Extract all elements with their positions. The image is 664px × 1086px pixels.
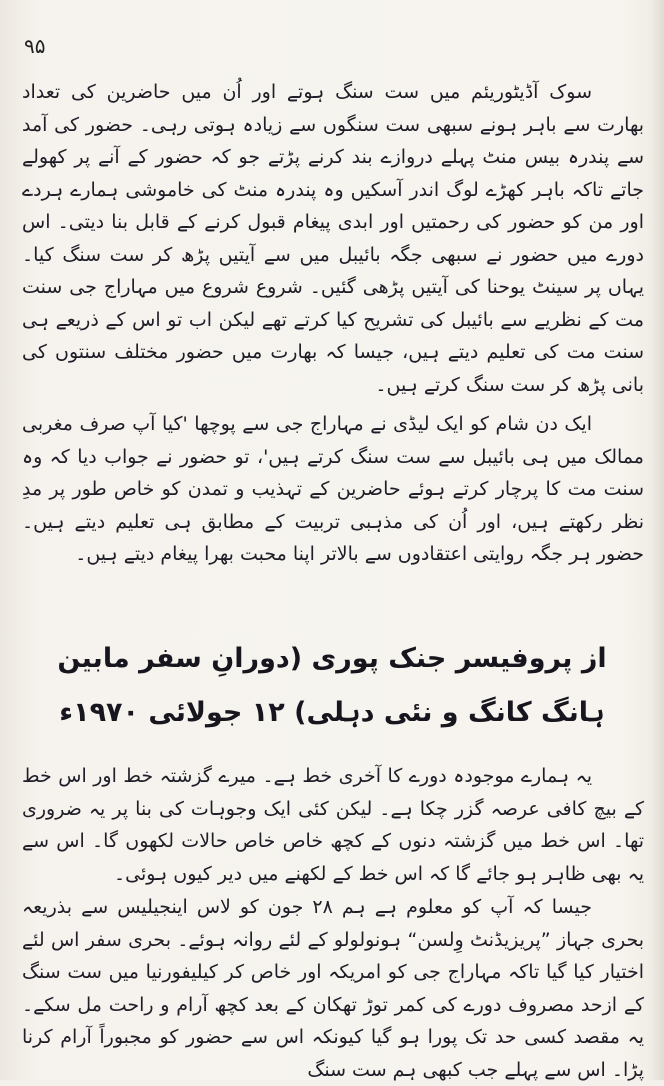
paragraph-text: یہ ہمارے موجودہ دورے کا آخری خط ہے۔ میرے گزشتہ خط اور اس خط کے بیچ کافی عرصہ گزر چکا ہے۔ لیکن کئی ایک وجوہات کی بنا پر یہ ضروری تھا۔ اس خط میں گزشتہ دنوں کے کچھ خاص خاص حالات لکھوں گا۔ اس سے یہ بھی ظاہر ہو جائے گا کہ اس خط کے لکھنے میں دیر کیوں ہوئی۔ bbox=[22, 765, 644, 885]
paragraph-last-letter bbox=[22, 760, 644, 890]
paragraph-satsang-auditorium bbox=[22, 76, 644, 401]
paragraph-text: جیسا کہ آپ کو معلوم ہے ہم ۲۸ جون کو لاس اینجیلیس سے بذریعہ بحری جہاز ”پریزیڈنٹ وِلسن“ ہونولولو کے لئے روانہ ہوئے۔ بحری سفر اس لئے اختیار کیا گیا تاکہ مہاراج جی کو امریکہ اور خاص کر کیلیفورنیا میں ست سنگ کے ازحد مصروف دورے کی کمر توڑ تھکان کے بعد کچھ آرام و راحت مل سکے۔ یہ مقصد کسی حد تک پورا ہو گیا کیونکہ اس سے حضور کو مجبوراً آرام کرنا پڑا۔ اس سے پہلے جب کبھی ہم ست سنگ bbox=[22, 896, 644, 1081]
letter-heading: از پروفیسر جنک پوری (دورانِ سفر مابین ہانگ کانگ و نئی دہلی) ۱۲ جولائی ۱۹۷۰ء bbox=[57, 643, 607, 728]
paragraph-lady-question bbox=[22, 408, 644, 571]
paragraph-text: سوک آڈیٹوریئم میں ست سنگ ہوتے اور اُن میں حاضرین کی تعداد بھارت سے باہر ہونے سبھی ست سنگوں سے زیادہ ہوتی رہی۔ حضور کی آمد سے پندرہ بیس منٹ پہلے دروازے بند کرنے پڑتے جو کہ حضور کے آنے پر کھولے جاتے تاکہ باہر کھڑے لوگ اندر آسکیں وہ پندرہ منٹ کی خاموشی ہمارے ہردے اور من کو حضور کی رحمتیں اور ابدی پیغام قبول کرنے کے قابل بنا دیتی۔ اس دورے میں حضور نے سبھی جگہ بائیبل میں سے آیتیں پڑھ کر ست سنگ کیا۔ یہاں پر سینٹ یوحنا کی آیتیں پڑھی گئیں۔ شروع شروع میں مہاراج جی سنت مت کے نظریے سے بائیبل کی تشریح کیا کرتے تھے لیکن اب تو اس کے ذریعے ہی سنت مت کی تعلیم دیتے ہیں، جیسا کہ بھارت میں حضور مختلف سنتوں کی بانی پڑھ کر ست سنگ کرتے ہیں۔ bbox=[22, 81, 644, 396]
paragraph-text: ایک دن شام کو ایک لیڈی نے مہاراج جی سے پوچھا 'کیا آپ صرف مغربی ممالک میں ہی بائیبل سے ست سنگ کرتے ہیں'، تو حضور نے جواب دیا کہ وہ سنت مت کا پرچار کرتے ہوئے حاضرین کے تہذیب و تمدن کو خاص طور پر مدِ نظر رکھتے ہیں، اور اُن کی مذہبی تربیت کے مطابق ہی تعلیم دیتے ہیں۔ حضور ہر جگہ روایتی اعتقادوں سے بالاتر اپنا محبت بھرا پیغام دیتے ہیں۔ bbox=[22, 413, 644, 565]
paragraph-ship-journey bbox=[22, 891, 644, 1086]
page-edge-shadow bbox=[650, 0, 664, 1080]
page-number: ۹۵ bbox=[24, 34, 46, 58]
